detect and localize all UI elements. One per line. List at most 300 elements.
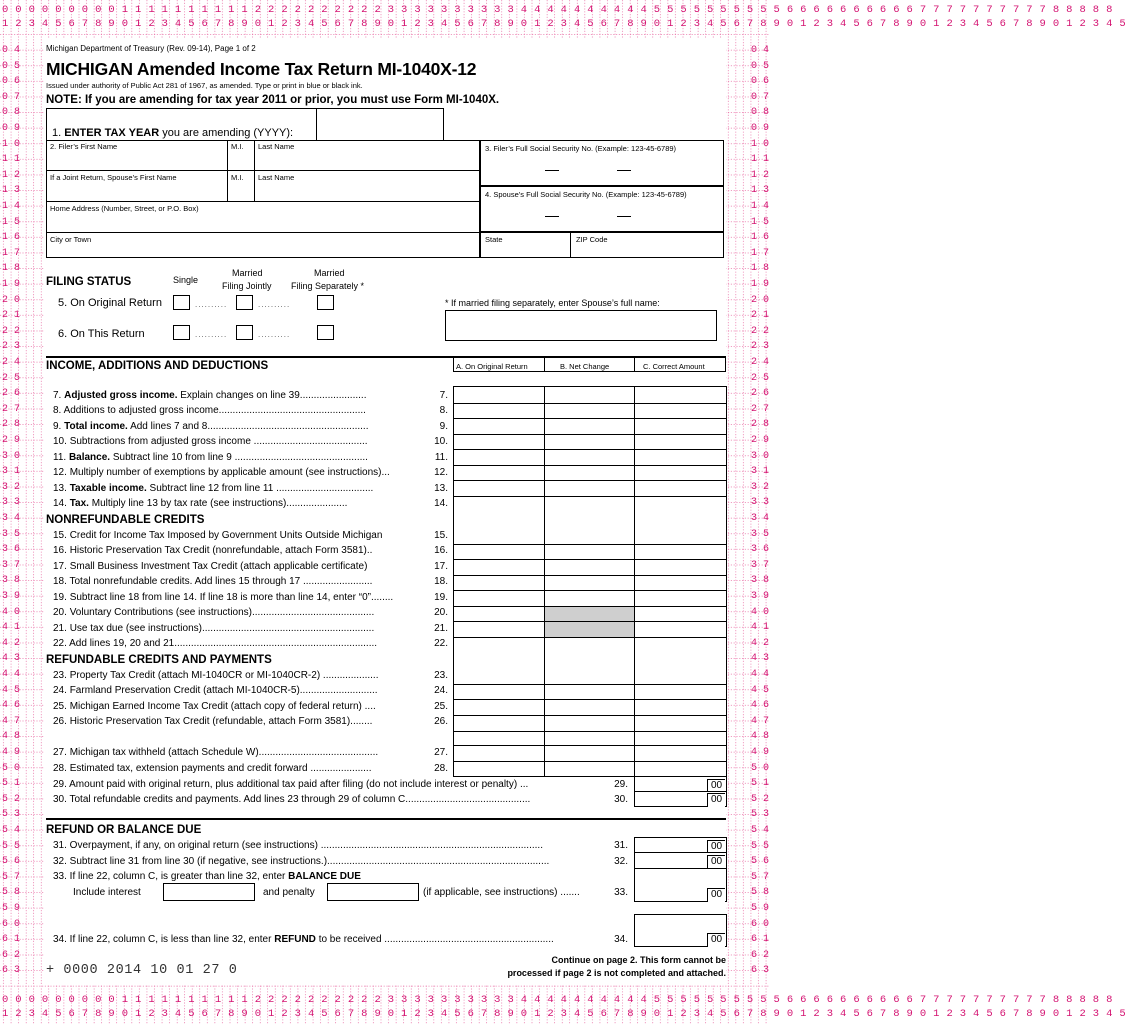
cents-zero: 00 [707,840,725,854]
line33-instructions: (if applicable, see instructions) ....... [423,887,580,898]
amount-cell[interactable] [634,528,727,545]
amount-cell[interactable] [544,668,635,685]
col-a-header: A. On Original Return [456,362,528,371]
row-number: 1 6 [2,232,21,244]
row-number: 0 9 [2,123,21,134]
line5-joint-checkbox[interactable] [236,295,253,310]
continue-line2: processed if page 2 is not completed and attached. [507,968,726,978]
column-spacer [634,512,727,529]
line5-label: 5. On Original Return [58,297,162,309]
state-input[interactable] [481,245,569,257]
filer-first-name-label: 2. Filer’s First Name [50,142,118,151]
amount-cell[interactable] [634,559,727,576]
amount-cell[interactable] [634,386,727,404]
line-number: 9. [439,421,448,432]
zip-label: ZIP Code [576,235,608,244]
row-number: 3 0 [751,450,770,462]
row-number: 2 9 [2,435,21,446]
row-number: 6 2 [751,949,770,961]
row-number: 1 1 [2,154,21,166]
line-23-label: 23. Property Tax Credit (attach MI-1040CR or MI-1040CR-2) .................... [53,670,379,681]
city-input[interactable] [47,245,479,257]
spouse-last-name-label: Last Name [258,173,295,182]
line-12-label: 12. Multiply number of exemptions by applicable amount (see instructions)... [53,467,390,478]
amount-cell[interactable] [634,465,727,481]
amount-cell[interactable] [634,606,727,622]
cents-zero: 00 [707,888,725,902]
amount-cell[interactable] [544,480,635,497]
line-number: 18. [434,576,448,587]
row-number: 2 4 [751,357,770,368]
spouse-first-name-label: If a Joint Return, Spouse’s First Name [50,173,177,182]
line32-num: 32. [614,856,628,867]
amount-cell[interactable] [544,684,635,700]
row-number: 5 5 [751,840,770,852]
row-number: 3 7 [2,559,21,571]
line-26-label: 26. Historic Preservation Tax Credit (refundable, attach Form 3581)........ [53,716,373,727]
line-number: 15. [434,530,448,541]
line31-label: 31. Overpayment, if any, on original return (see instructions) ................................................................................ [53,840,543,851]
amount-cell[interactable] [544,575,635,591]
amount-cell[interactable] [634,731,727,746]
line33-num: 33. [614,887,628,898]
row-number: 1 0 [2,138,21,150]
column-spacer [453,512,545,529]
home-address-label: Home Address (Number, Street, or P.O. Box) [50,204,199,213]
amount-cell[interactable] [544,637,635,654]
row-number: 3 9 [751,591,770,602]
row-number: 0 8 [2,107,21,119]
row-number: 5 0 [751,762,770,774]
row-number: 0 5 [2,60,21,72]
line-16-label: 16. Historic Preservation Tax Credit (nonrefundable, attach Form 3581).. [53,545,373,556]
row-number: 6 1 [2,934,21,946]
tax-year-label: 1. ENTER TAX YEAR you are amending (YYYY): [52,127,294,139]
amount-cell[interactable] [634,684,727,700]
row-number: 4 2 [2,637,21,649]
sep-col-label-1: Married [314,268,345,278]
line33-interest-label: Include interest [73,887,141,898]
line30-label: 30. Total refundable credits and payments. Add lines 23 through 29 of column C............................................. [53,794,531,805]
line29-label: 29. Amount paid with original return, plus additional tax paid after filing (do not include interest or penalty) ... [53,779,529,790]
amount-cell[interactable] [453,528,545,545]
line-number: 17. [434,561,448,572]
amount-cell[interactable] [544,496,635,513]
spouse-mi-input[interactable] [228,183,253,200]
amount-cell[interactable] [544,465,635,481]
row-number: 2 8 [751,419,770,431]
spouse-mi-label: M.I. [231,173,244,182]
row-number: 5 8 [751,887,770,899]
amount-cell[interactable] [453,637,545,654]
row-number: 1 2 [751,169,770,181]
bottom-ruler-units: 1 2 3 4 5 6 7 8 9 0 1 2 3 4 5 6 7 8 9 0 1 2 3 4 5 6 7 8 9 0 1 2 3 4 5 6 7 8 9 0 1 2 3 4 5 6 7 8 9 0 1 2 3 4 5 6 7 8 9 0 1 2 3 4 5 6 7 8 9 0 1 2 3 4 5 6 7 8 9 0 1 2 3 4 5 [2,1008,1126,1020]
column-spacer [544,512,635,529]
row-number: 5 1 [751,778,770,790]
row-number: 6 3 [2,965,21,977]
row-number: 2 3 [2,341,21,353]
row-number: 4 8 [751,731,770,743]
nonrefundable-heading: NONREFUNDABLE CREDITS [46,514,205,526]
row-number: 1 2 [2,169,21,181]
row-number: 5 7 [2,871,21,883]
amount-cell[interactable] [634,403,727,419]
line-25-label: 25. Michigan Earned Income Tax Credit (attach copy of federal return) .... [53,701,376,712]
amount-cell[interactable] [544,434,635,450]
line-number: 14. [434,498,448,509]
home-address-input[interactable] [47,214,479,231]
line-10-label: 10. Subtractions from adjusted gross income ......................................... [53,436,368,447]
line-number: 22. [434,638,448,649]
amount-cell[interactable] [453,559,545,576]
line34-num: 34. [614,934,628,945]
column-spacer [453,653,545,669]
row-number: 1 7 [2,247,21,259]
row-number: 4 7 [751,715,770,727]
row-number: 1 4 [751,201,770,212]
row-number: 4 9 [2,747,21,758]
interest-input[interactable] [163,883,255,901]
row-number: 5 6 [2,856,21,868]
amount-cell[interactable] [544,403,635,419]
row-number: 0 6 [751,76,770,88]
line-number: 8. [439,405,448,416]
amount-cell[interactable] [634,637,727,654]
amount-cell[interactable] [453,668,545,685]
row-number: 1 1 [751,154,770,166]
row-number: 5 8 [2,887,21,899]
row-number: 4 5 [2,684,21,696]
amount-cell[interactable] [544,544,635,560]
amount-cell[interactable] [634,496,727,513]
line30-num: 30. [614,794,628,805]
line-24-label: 24. Farmland Preservation Credit (attach MI-1040CR-5)............................ [53,685,378,696]
filer-mi-input[interactable] [228,152,253,169]
row-number: 1 6 [751,232,770,244]
row-number: 4 9 [751,747,770,758]
col-b-header: B. Net Change [560,362,610,371]
row-number: 3 6 [751,544,770,556]
shaded-cell [544,606,635,622]
cents-zero: 00 [707,933,725,947]
line-number: 11. [434,452,448,463]
line-9-label: 9. Total income. Add lines 7 and 8.......................................................... [53,421,369,432]
row-number: 5 3 [2,809,21,821]
line-number: 24. [434,685,448,696]
spouse-full-name-input[interactable] [445,310,717,341]
amount-cell[interactable] [544,559,635,576]
row-number: 5 2 [2,793,21,805]
row-number: 2 0 [2,294,21,306]
line-number: 16. [434,545,448,556]
amount-cell[interactable] [544,745,635,762]
row-number: 4 4 [2,669,21,680]
row-number: 3 3 [751,497,770,509]
row-number: 2 2 [751,325,770,337]
row-number: 2 8 [2,419,21,431]
tax-year-input[interactable] [316,108,444,141]
amount-cell[interactable] [453,699,545,716]
row-number: 5 9 [2,903,21,914]
line-7-label: 7. Adjusted gross income. Explain changes on line 39........................ [53,390,367,401]
row-number: 0 5 [751,60,770,72]
filing-status-heading: FILING STATUS [46,276,132,288]
row-number: 2 4 [2,357,21,368]
amount-cell[interactable] [453,621,545,638]
amount-cell[interactable] [544,386,635,404]
row-number: 5 5 [2,840,21,852]
amount-cell[interactable] [634,761,727,777]
row-number: 3 5 [751,528,770,540]
row-number: 4 1 [751,622,770,634]
row-number: 6 0 [2,918,21,930]
row-number: 3 7 [751,559,770,571]
line-19-label: 19. Subtract line 18 from line 14. If line 18 is more than line 14, enter “0”........ [53,592,394,603]
row-number: 2 1 [2,310,21,322]
row-number: 2 7 [2,403,21,415]
column-spacer [544,653,635,669]
row-number: 3 4 [2,513,21,524]
row-number: 5 7 [751,871,770,883]
row-number: 5 4 [2,825,21,836]
row-number: 2 9 [751,435,770,446]
penalty-input[interactable] [327,883,419,901]
spouse-ssn-label: 4. Spouse’s Full Social Security No. (Example: 123-45-6789) [485,190,687,199]
row-number: 3 2 [2,481,21,493]
row-number: 2 1 [751,310,770,322]
row-number: 5 3 [751,809,770,821]
line-18-label: 18. Total nonrefundable credits. Add lines 15 through 17 ......................... [53,576,373,587]
line-number: 7. [439,390,448,401]
amount-cell[interactable] [634,668,727,685]
row-number: 3 9 [2,591,21,602]
row-number: 5 9 [751,903,770,914]
filer-first-name-input[interactable] [47,152,226,169]
amount-cell[interactable] [544,699,635,716]
refund-heading: REFUND OR BALANCE DUE [46,824,202,836]
row-number: 3 8 [2,575,21,587]
row-number: 2 5 [2,372,21,384]
line-11-label: 11. Balance. Subtract line 10 from line 9 ................................................ [53,452,368,463]
amount-cell[interactable] [544,590,635,607]
amount-cell[interactable] [544,731,635,746]
amount-cell[interactable] [634,699,727,716]
line6-single-checkbox[interactable] [173,325,190,340]
line33-label: 33. If line 22, column C, is greater than line 32, enter BALANCE DUE [53,871,361,882]
amount-cell[interactable] [453,684,545,700]
row-number: 4 6 [751,700,770,712]
row-number: 1 5 [751,216,770,228]
line-number: 13. [434,483,448,494]
row-number: 6 2 [2,949,21,961]
zip-input[interactable] [571,245,723,257]
row-number: 5 6 [751,856,770,868]
state-label: State [485,235,503,244]
row-number: 0 9 [751,123,770,134]
amend-note: NOTE: If you are amending for tax year 2011 or prior, you must use Form MI-1040X. [46,94,500,106]
spouse-name-note: * If married filing separately, enter Spouse’s full name: [445,298,660,308]
row-number: 1 3 [751,185,770,197]
row-number: 1 0 [751,138,770,150]
cents-zero: 00 [707,779,725,793]
row-number: 0 8 [751,107,770,119]
amount-cell[interactable] [634,418,727,435]
line29-num: 29. [614,779,628,790]
amount-cell[interactable] [453,496,545,513]
top-ruler-tens: 0 0 0 0 0 0 0 0 0 1 1 1 1 1 1 1 1 1 1 2 2 2 2 2 2 2 2 2 2 3 3 3 3 3 3 3 3 3 3 4 4 4 4 4 4 4 4 4 4 5 5 5 5 5 5 5 5 5 5 6 6 6 6 6 6 6 6 6 6 7 7 7 7 7 7 7 7 7 7 8 8 8 8 8 [2,4,1113,16]
line5-separate-checkbox[interactable] [317,295,334,310]
continue-line1: Continue on page 2. This form cannot be [551,955,726,965]
amount-cell[interactable] [453,731,545,746]
line-27-label: 27. Michigan tax withheld (attach Schedule W)........................................... [53,747,379,758]
amount-cell[interactable] [453,745,545,762]
amount-cell[interactable] [453,575,545,591]
column-spacer [634,653,727,669]
row-number: 1 3 [2,185,21,197]
line-28-label: 28. Estimated tax, extension payments and credit forward ...................... [53,763,372,774]
row-number: 6 3 [751,965,770,977]
amount-cell[interactable] [453,434,545,450]
line6-label: 6. On This Return [58,328,145,340]
row-number: 3 4 [751,513,770,524]
filer-mi-label: M.I. [231,142,244,151]
row-number: 0 4 [2,45,21,56]
row-number: 4 0 [751,606,770,618]
row-number: 3 0 [2,450,21,462]
amount-cell[interactable] [634,434,727,450]
row-number: 4 3 [751,653,770,665]
row-number: 5 4 [751,825,770,836]
row-number: 1 4 [2,201,21,212]
row-number: 2 7 [751,403,770,415]
amount-cell[interactable] [453,544,545,560]
amount-cell[interactable] [453,761,545,777]
line-number: 20. [434,607,448,618]
row-number: 0 7 [751,91,770,103]
spouse-first-name-input[interactable] [47,183,226,200]
filer-last-name-input[interactable] [255,152,479,169]
amount-cell[interactable] [453,480,545,497]
row-number: 4 5 [751,684,770,696]
row-number: 5 1 [2,778,21,790]
row-number: 4 4 [751,669,770,680]
amount-cell[interactable] [544,449,635,466]
shaded-cell [544,621,635,638]
row-number: 4 2 [751,637,770,649]
line-number: 10. [434,436,448,447]
row-number: 3 1 [751,466,770,478]
row-number: 2 2 [2,325,21,337]
cents-zero: 00 [707,855,725,869]
row-number: 2 5 [751,372,770,384]
amount-cell[interactable] [634,745,727,762]
line-17-label: 17. Small Business Investment Tax Credit (attach applicable certificate) [53,561,368,572]
row-number: 4 8 [2,731,21,743]
amount-cell[interactable] [634,480,727,497]
row-number: 5 2 [751,793,770,805]
amount-cell[interactable] [544,528,635,545]
row-number: 4 1 [2,622,21,634]
amount-cell[interactable] [544,761,635,777]
row-number: 0 6 [2,76,21,88]
row-number: 2 0 [751,294,770,306]
row-number: 0 4 [751,45,770,56]
line-number: 12. [434,467,448,478]
filer-last-name-label: Last Name [258,142,295,151]
form-title: MICHIGAN Amended Income Tax Return MI-1040X-12 [46,59,477,79]
filer-ssn-label: 3. Filer’s Full Social Security No. (Example: 123-45-6789) [485,144,677,153]
spouse-last-name-input[interactable] [255,183,479,200]
amount-cell[interactable] [453,606,545,622]
line-number: 26. [434,716,448,727]
top-ruler-units: 1 2 3 4 5 6 7 8 9 0 1 2 3 4 5 6 7 8 9 0 1 2 3 4 5 6 7 8 9 0 1 2 3 4 5 6 7 8 9 0 1 2 3 4 5 6 7 8 9 0 1 2 3 4 5 6 7 8 9 0 1 2 3 4 5 6 7 8 9 0 1 2 3 4 5 6 7 8 9 0 1 2 3 4 5 [2,18,1126,30]
row-number: 3 5 [2,528,21,540]
line5-single-checkbox[interactable] [173,295,190,310]
amount-cell[interactable] [453,386,545,404]
line34-label: 34. If line 22, column C, is less than line 32, enter REFUND to be received ............................................................. [53,934,554,945]
row-number: 2 6 [2,388,21,400]
row-number: 3 6 [2,544,21,556]
row-number: 2 3 [751,341,770,353]
line-13-label: 13. Taxable income. Subtract line 12 from line 11 ................................... [53,483,374,494]
row-number: 5 0 [2,762,21,774]
col-c-header: C. Correct Amount [643,362,705,371]
row-number: 4 3 [2,653,21,665]
city-label: City or Town [50,235,92,244]
row-number: 6 1 [751,934,770,946]
line6-joint-checkbox[interactable] [236,325,253,340]
row-number: 4 7 [2,715,21,727]
line32-label: 32. Subtract line 31 from line 30 (if negative, see instructions.)................................................................................ [53,856,550,867]
line33-penalty-label: and penalty [263,887,315,898]
row-number: 3 1 [2,466,21,478]
line6-separate-checkbox[interactable] [317,325,334,340]
amount-cell[interactable] [634,544,727,560]
amount-cell[interactable] [453,465,545,481]
joint-col-label-2: Filing Jointly [222,281,272,291]
amount-cell[interactable] [453,418,545,435]
amount-cell[interactable] [453,590,545,607]
refundable-heading: REFUNDABLE CREDITS AND PAYMENTS [46,654,272,666]
form-barcode-id: + 0000 2014 10 01 27 0 [46,963,238,978]
line-number: 28. [434,763,448,774]
amount-cell[interactable] [453,449,545,466]
amount-cell[interactable] [634,621,727,638]
line-20-label: 20. Voluntary Contributions (see instructions)............................................ [53,607,375,618]
income-heading: INCOME, ADDITIONS AND DEDUCTIONS [46,360,269,372]
row-number: 3 3 [2,497,21,509]
amount-cell[interactable] [634,449,727,466]
line-21-label: 21. Use tax due (see instructions).............................................................. [53,623,375,634]
amount-cell[interactable] [453,403,545,419]
row-number: 1 5 [2,216,21,228]
amount-cell[interactable] [634,715,727,732]
row-number: 4 6 [2,700,21,712]
line-14-label: 14. Tax. Multiply line 13 by tax rate (see instructions)...................... [53,498,348,509]
bottom-ruler-tens: 0 0 0 0 0 0 0 0 0 1 1 1 1 1 1 1 1 1 1 2 2 2 2 2 2 2 2 2 2 3 3 3 3 3 3 3 3 3 3 4 4 4 4 4 4 4 4 4 4 5 5 5 5 5 5 5 5 5 5 6 6 6 6 6 6 6 6 6 6 7 7 7 7 7 7 7 7 7 7 8 8 8 8 8 [2,994,1113,1006]
row-number: 1 9 [2,279,21,290]
amount-cell[interactable] [544,418,635,435]
amount-cell[interactable] [544,715,635,732]
row-number: 1 7 [751,247,770,259]
single-col-label: Single [173,275,199,285]
line-15-label: 15. Credit for Income Tax Imposed by Government Units Outside Michigan [53,530,383,541]
row-number: 6 0 [751,918,770,930]
amount-cell[interactable] [453,715,545,732]
authority-line: Issued under authority of Public Act 281 of 1967, as amended. Type or print in blue or black ink. [46,81,363,90]
amount-cell[interactable] [634,575,727,591]
amount-cell[interactable] [634,590,727,607]
